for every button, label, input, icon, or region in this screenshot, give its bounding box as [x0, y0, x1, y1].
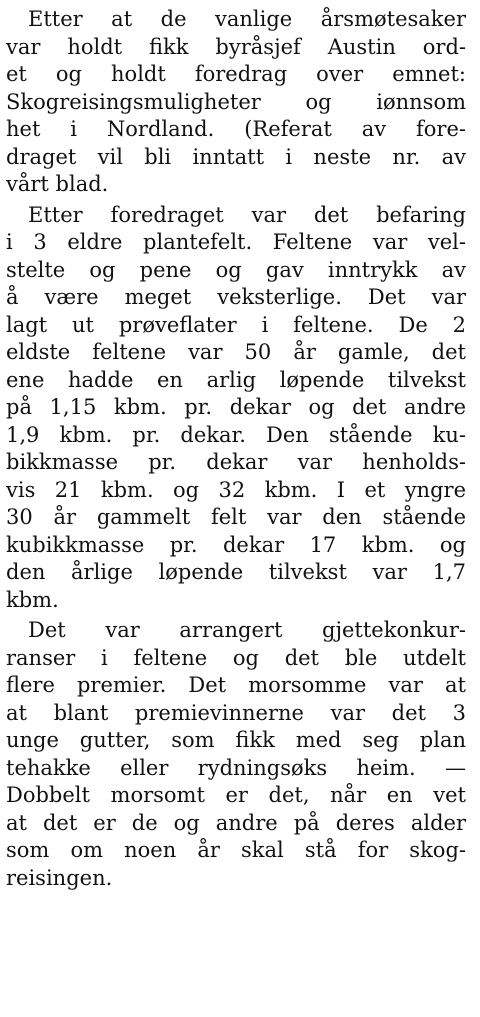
text-line: vårt blad.	[6, 172, 109, 196]
text-line: Skogreisingsmuligheter og iønnsom	[6, 89, 466, 114]
text-line: at blant premievinnerne var det 3	[6, 700, 466, 725]
text-line: reisingen.	[6, 865, 113, 890]
text-line: lagt ut prøveflater i feltene. De 2	[6, 312, 466, 337]
text-line: tehakke eller rydningsøks heim. —	[6, 755, 466, 780]
text-line: kubikkmasse pr. dekar 17 kbm. og	[6, 532, 466, 557]
paragraph-3	[6, 617, 466, 892]
text-line: bikkmasse pr. dekar var henholds-	[6, 450, 466, 474]
text-line: eldste feltene var 50 år gamle, det	[6, 340, 466, 364]
text-line: kbm.	[6, 587, 59, 612]
text-line: Det var arrangert gjettekonkur-	[28, 618, 466, 642]
text-line: at det er de og andre på deres alder	[6, 810, 466, 835]
text-line: vis 21 kbm. og 32 kbm. I et yngre	[6, 477, 466, 502]
text-line: Dobbelt morsomt er det, når en vet	[6, 783, 466, 807]
text-line: 1,9 kbm. pr. dekar. Den stående ku-	[6, 422, 466, 447]
paragraph-2	[6, 202, 466, 615]
text-line: Etter foredraget var det befaring	[28, 202, 466, 227]
text-line: ranser i feltene og det ble utdelt	[6, 645, 466, 670]
text-line: som om noen år skal stå for skog-	[6, 838, 466, 862]
text-line: Etter at de vanlige årsmøtesaker	[28, 7, 466, 31]
text-line: flere premier. Det morsomme var at	[6, 673, 466, 697]
text-line: ene hadde en arlig løpende tilvekst	[6, 367, 466, 392]
text-line: et og holdt foredrag over emnet:	[6, 62, 466, 86]
text-line: 30 år gammelt felt var den stående	[6, 505, 466, 529]
text-line: å være meget veksterlige. Det var	[6, 285, 466, 309]
text-line: på 1,15 kbm. pr. dekar og det andre	[6, 395, 466, 419]
text-line: het i Nordland. (Referat av fore-	[6, 117, 466, 141]
text-line: draget vil bli inntatt i neste nr. av	[6, 144, 466, 169]
text-line: unge gutter, som fikk med seg plan	[6, 728, 466, 752]
text-line: i 3 eldre plantefelt. Feltene var vel-	[6, 230, 466, 254]
text-line: var holdt fikk byråsjef Austin ord-	[6, 34, 466, 59]
text-line: den årlige løpende tilvekst var 1,7	[6, 560, 466, 584]
paragraph-1	[6, 6, 466, 199]
text-line: stelte og pene og gav inntrykk av	[6, 257, 466, 282]
